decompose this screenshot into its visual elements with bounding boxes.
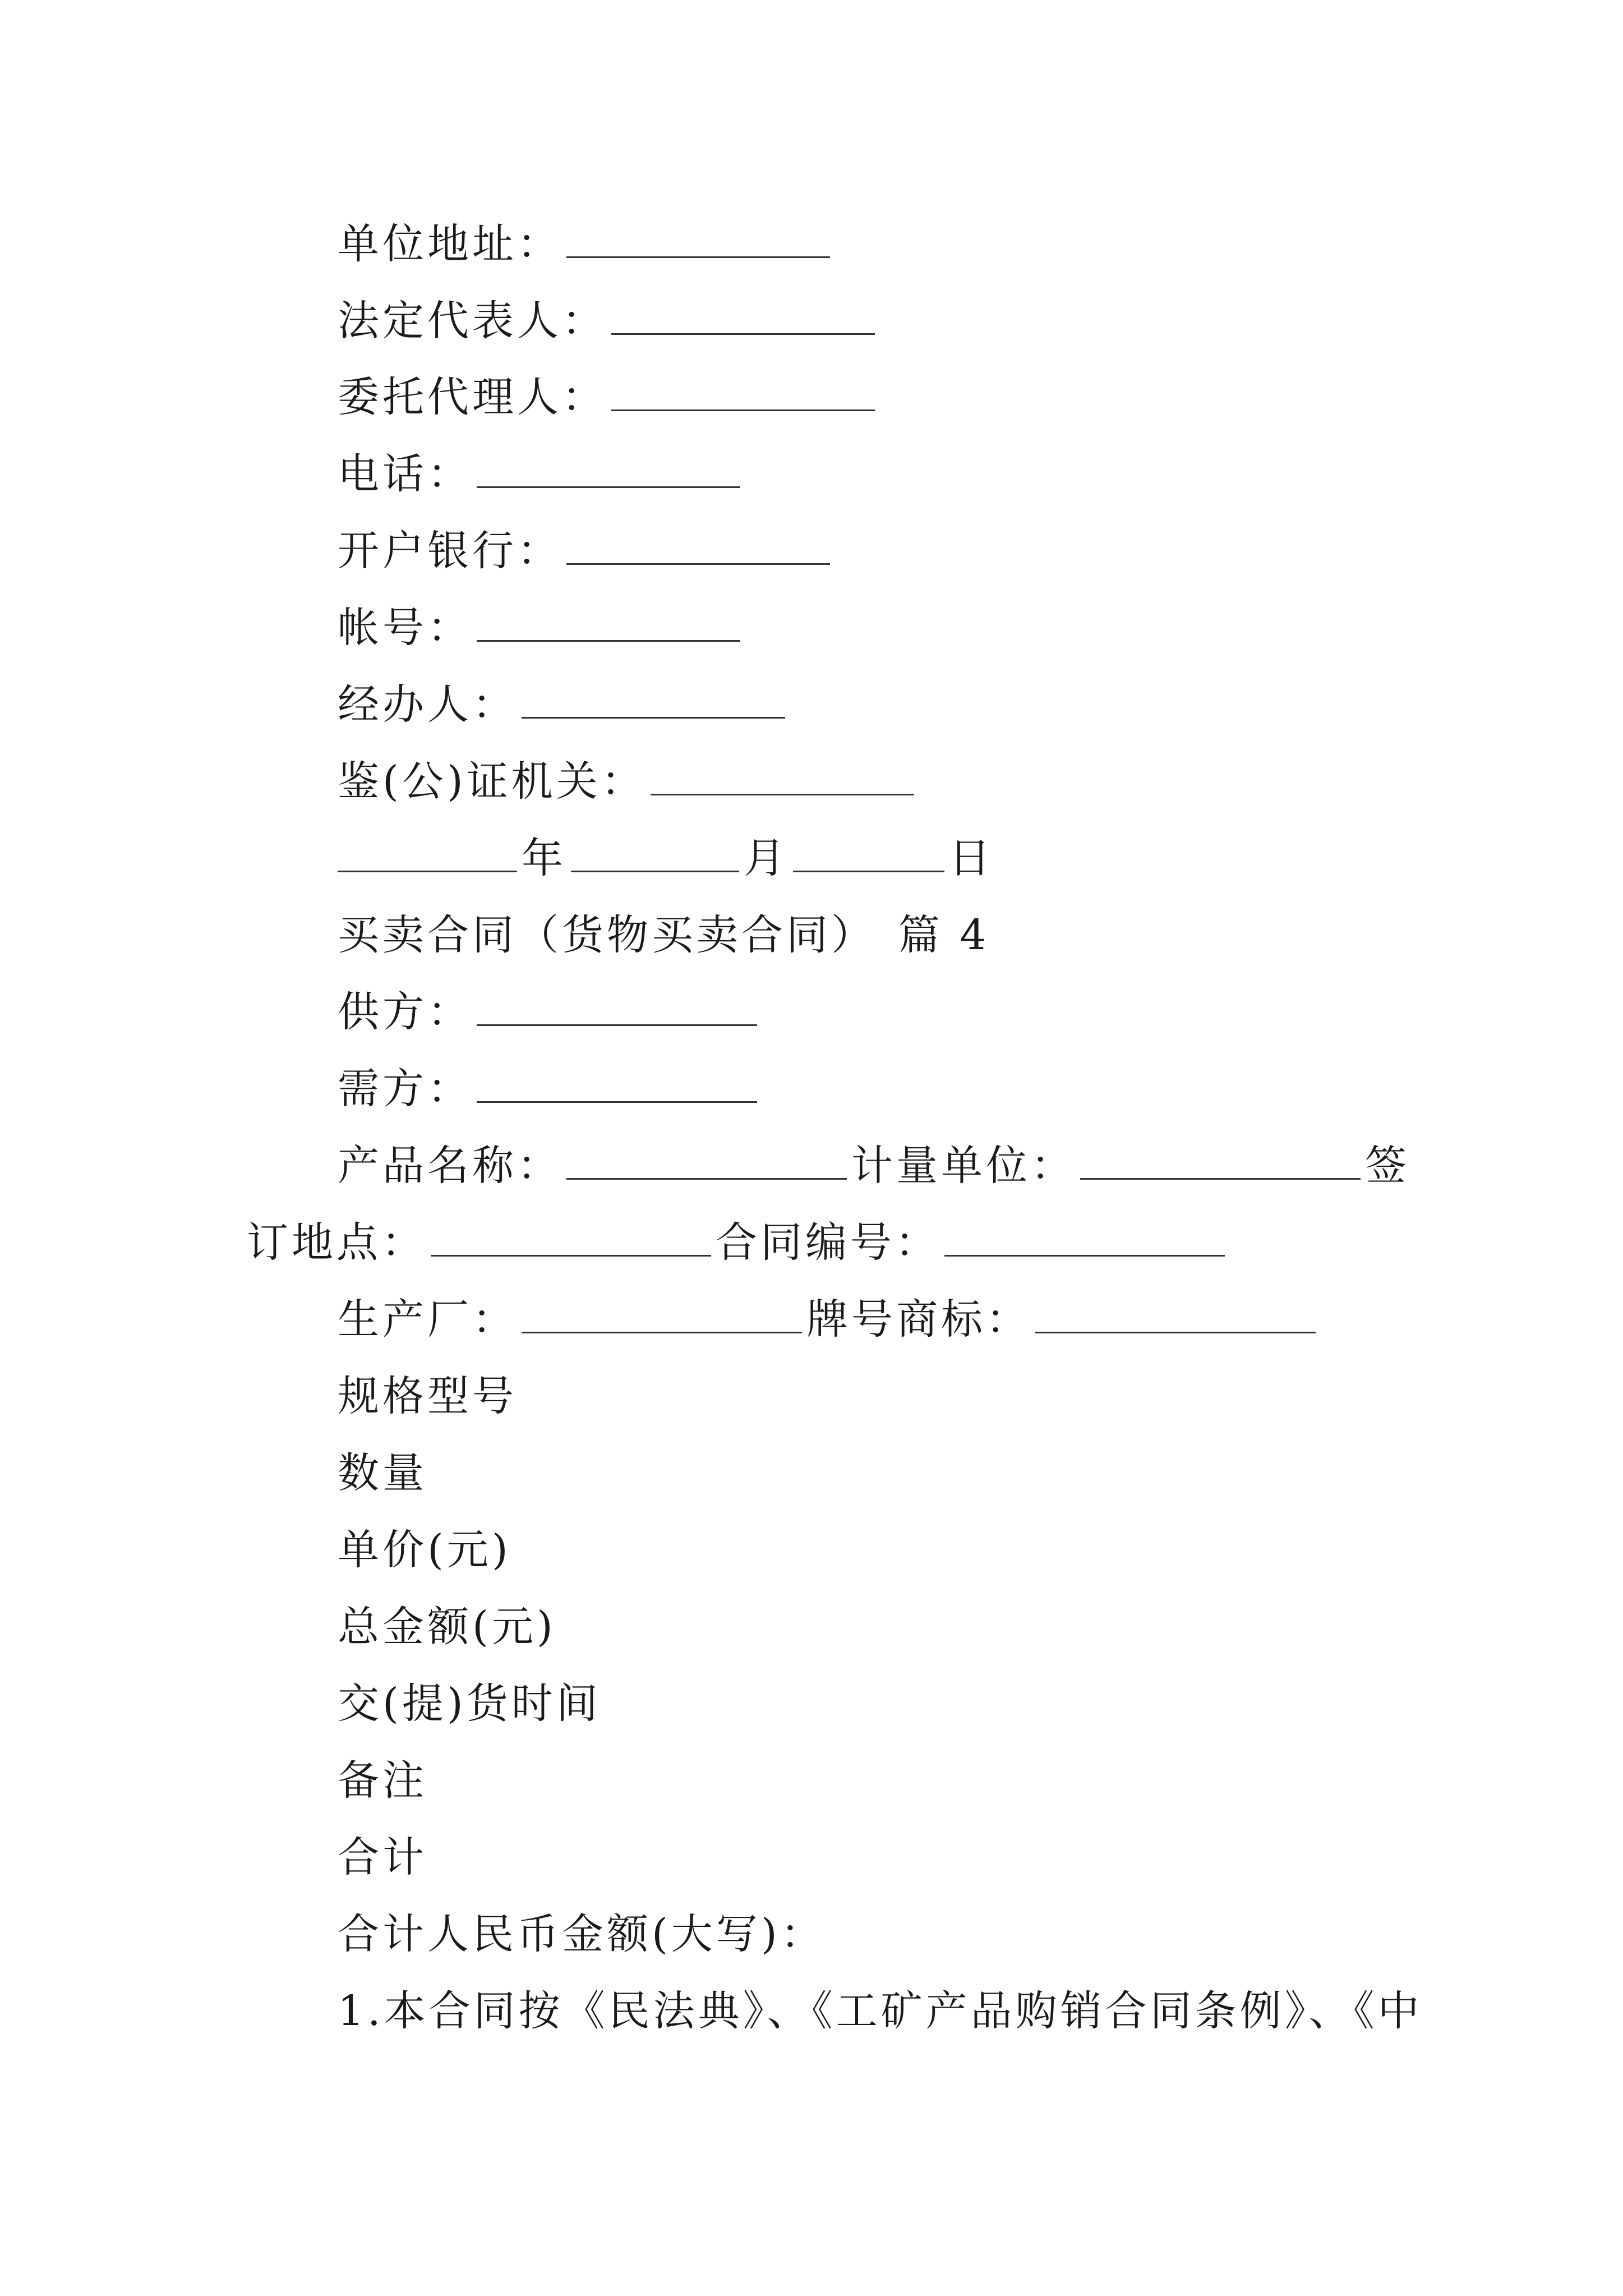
- field-legal-representative: 法定代表人：: [338, 293, 879, 349]
- blank-line: [522, 678, 785, 719]
- blank-line: [651, 754, 914, 795]
- blank-line: [611, 294, 875, 335]
- blank-line: [566, 1139, 847, 1180]
- product-line-continued: 订地点： 合同编号：: [247, 1214, 1229, 1271]
- clause-1: 1.本合同按《民法典》、《工矿产品购销合同条例》、《中: [338, 1987, 1423, 2035]
- total-rmb-label: 合计人民币金额(大写)：: [338, 1910, 826, 1958]
- blank-line: [793, 831, 944, 872]
- blank-line: [477, 601, 740, 642]
- blank-line: [566, 217, 830, 258]
- table-header-spec: 规格型号: [338, 1372, 517, 1420]
- table-header-delivery-time: 交(提)货时间: [338, 1680, 601, 1728]
- product-line: 产品名称： 计量单位： 签: [338, 1138, 1410, 1194]
- field-authorized-agent: 委托代理人：: [338, 369, 879, 425]
- table-header-remarks: 备注: [338, 1756, 427, 1805]
- field-handler: 经办人：: [338, 677, 790, 733]
- table-header-total-amount: 总金额(元): [338, 1603, 556, 1651]
- field-unit-address: 单位地址：: [338, 216, 834, 272]
- blank-line: [477, 985, 757, 1026]
- field-account: 帐号：: [338, 600, 745, 656]
- field-notary-authority: 鉴(公)证机关：: [338, 753, 919, 809]
- table-header-quantity: 数量: [338, 1449, 427, 1497]
- blank-line: [944, 1216, 1225, 1257]
- blank-line: [477, 1062, 757, 1103]
- blank-line: [338, 831, 517, 872]
- blank-line: [1080, 1139, 1361, 1180]
- field-supplier: 供方：: [338, 984, 762, 1040]
- section-heading: 买卖合同（货物买卖合同） 篇 4: [338, 911, 990, 959]
- blank-line: [431, 1216, 711, 1257]
- blank-line: [566, 524, 830, 565]
- blank-line: [571, 831, 739, 872]
- blank-line: [522, 1292, 802, 1333]
- table-header-total: 合计: [338, 1833, 427, 1881]
- field-buyer: 需方：: [338, 1061, 762, 1117]
- blank-line: [1035, 1292, 1316, 1333]
- date-line: 年 月 日: [338, 830, 994, 886]
- table-header-unit-price: 单价(元): [338, 1526, 511, 1574]
- field-bank: 开户银行：: [338, 523, 834, 579]
- blank-line: [611, 370, 875, 411]
- maker-line: 生产厂： 牌号商标：: [338, 1291, 1320, 1347]
- blank-line: [477, 447, 740, 488]
- field-phone: 电话：: [338, 446, 745, 502]
